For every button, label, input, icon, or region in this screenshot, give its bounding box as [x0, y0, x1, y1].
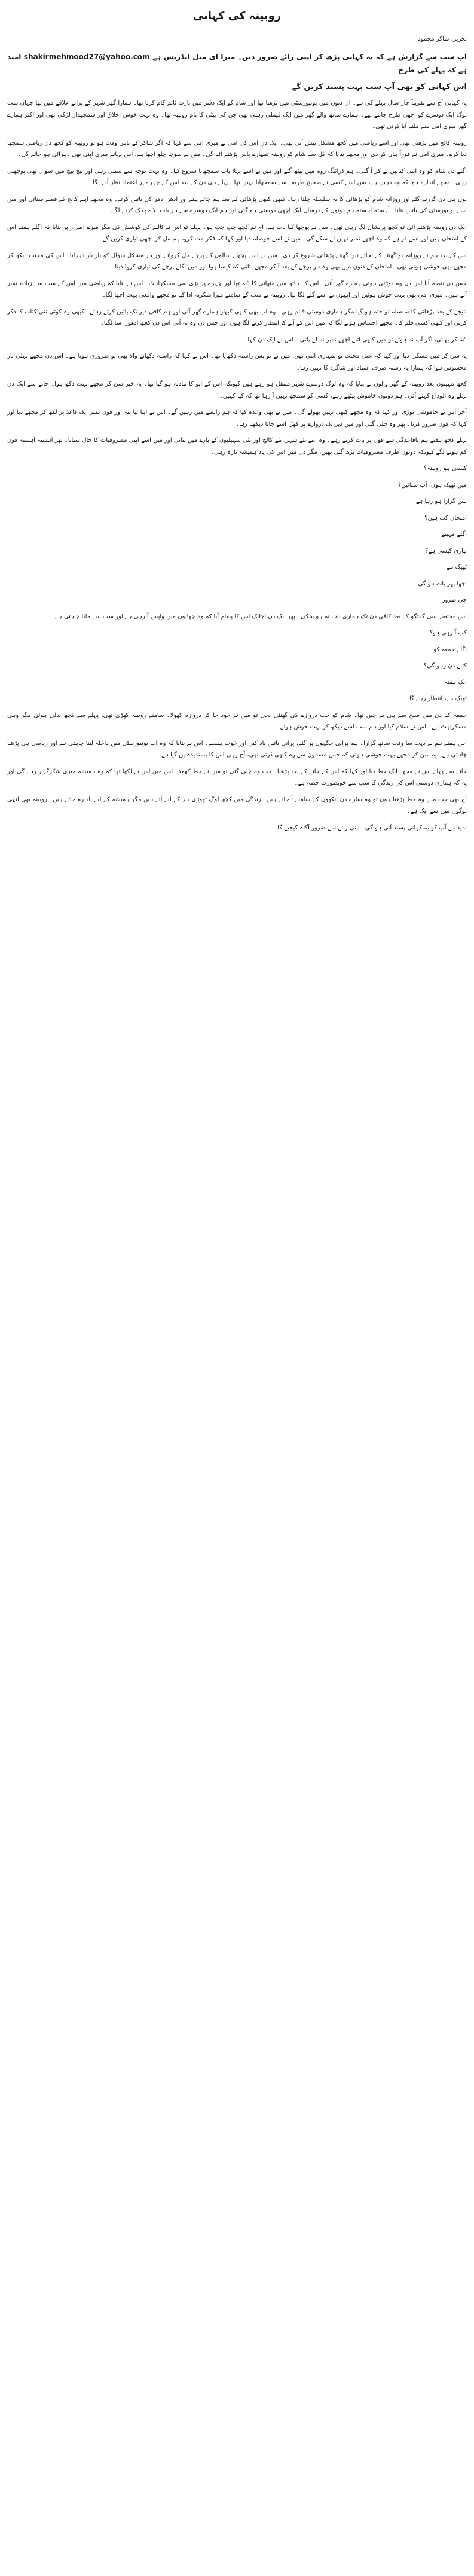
dialog-line: کب آ رہی ہو؟ — [429, 630, 467, 636]
dialog-line: کتنے دن رہو گی؟ — [423, 663, 467, 669]
paragraph: پہلے کچھ ہفتے ہم باقاعدگی سے فون پر بات کرتے رہے۔ وہ اپنے نئے شہر، نئے کالج اور نئی سہیلیوں کے بارے میں بتاتی اور میں اسے اپنی مصروفیات کا حال سناتا۔ پھر آہستہ آہستہ فون کم ہونے لگے کیونکہ دونوں طرف مصروفیات بڑھ گئی تھیں، مگر دل میں اس کی یاد ہمیشہ تازہ رہی۔ — [7, 437, 467, 456]
story-document — [7, 6, 467, 838]
emphasis-line: اس کہانی کو بھی آپ سب بہت پسند کریں گے — [292, 82, 467, 91]
paragraph: یوں ہی دن گزرتے گئے اور روزانہ شام کو پڑھائی کا یہ سلسلہ چلتا رہا۔ کبھی کبھی پڑھائی کے بعد ہم چائے پیتے اور ادھر ادھر کی باتیں کرتے۔ وہ مجھے اپنے کالج کے قصے سناتی اور میں اسے یونیورسٹی کی باتیں بتاتا۔ آہستہ آہستہ ہم دونوں کے درمیان ایک اچھی دوستی ہو گئی اور ہم ایک دوسرے سے ہر بات بلا جھجک کرنے لگے۔ — [7, 196, 467, 214]
intro-line — [7, 50, 467, 77]
paragraph: روبینہ کالج میں پڑھتی تھی اور اسے ریاضی میں کچھ مشکل پیش آتی تھی۔ ایک دن اس کی امی نے میری امی سے کہا کہ اگر شاکر کے پاس وقت ہو تو روبینہ کو کچھ دن ریاضی سمجھا دیا کرے۔ میری امی نے فوراً ہاں کر دی اور مجھے بتایا کہ کل سے شام کو روبینہ تمہارے پاس پڑھنے آئے گی۔ میں نے سوچا چلو اچھا ہے، اس بہانے میری اپنی بھی دہرائی ہو جائے گی۔ — [7, 139, 467, 158]
paragraph: اگلے دن شام کو وہ اپنی کتابیں لے کر آ گئی۔ ہم ڈرائنگ روم میں بیٹھ گئے اور میں نے اسے پہلا باب سمجھانا شروع کیا۔ وہ بہت توجہ سے سنتی رہی اور بیچ بیچ میں سوال بھی پوچھتی رہی۔ مجھے اندازہ ہوا کہ وہ ذہین ہے، بس اسے کسی نے صحیح طریقے سے سمجھایا نہیں تھا۔ پہلے ہی دن کے بعد اس کے چہرے پر اعتماد نظر آنے لگا۔ — [7, 167, 467, 186]
paragraph: جانے سے پہلے اس نے مجھے ایک خط دیا اور کہا کہ اس کے جانے کے بعد پڑھنا۔ جب وہ چلی گئی تو میں نے خط کھولا۔ اس میں اس نے لکھا تھا کہ وہ ہمیشہ میری شکرگزار رہے گی اور یہ کہ ہماری دوستی اس کی زندگی کا سب سے خوبصورت حصہ ہے۔ — [7, 768, 467, 786]
dialog-line: کیسی ہو روبینہ؟ — [423, 465, 467, 472]
dialog-line: بس گزارا ہو رہا ہے — [415, 498, 467, 505]
email-link[interactable]: shakirmehmood27@yahoo.com — [23, 52, 150, 61]
paragraph: ایک دن روبینہ پڑھنے آئی تو کچھ پریشان لگ رہی تھی۔ میں نے پوچھا کیا بات ہے، آج تم کچھ چپ چپ ہو۔ پہلے تو اس نے ٹالنے کی کوشش کی مگر میرے اصرار پر بتایا کہ اگلے ہفتے اس کے امتحان ہیں اور اسے ڈر ہے کہ وہ اچھے نمبر نہیں لے سکے گی۔ میں نے اسے حوصلہ دیا اور کہا کہ فکر مت کرو، ہم مل کر اچھی تیاری کریں گے۔ — [7, 224, 467, 242]
dialog-line: ایک ہفتہ — [444, 679, 467, 686]
intro-lead: آپ سب سے گزارش ہے کہ یہ کہانی پڑھ کر اپنی رائے ضرور دیں۔ میرا ای میل ایڈریس ہے — [152, 52, 467, 61]
paragraph: اس کے بعد ہم نے روزانہ دو گھنٹے کے بجائے تین گھنٹے پڑھائی شروع کر دی۔ میں نے اسے پچھلے سالوں کے پرچے حل کروائے اور ہر مشکل سوال کو بار بار دہرایا۔ اس کی محنت دیکھ کر مجھے بھی خوشی ہوتی تھی۔ امتحان کے دنوں میں بھی وہ ہر پرچے کے بعد آ کر مجھے بتاتی کہ کیسا ہوا اور میں اگلے پرچے کی تیاری کروا دیتا۔ — [7, 252, 467, 270]
paragraph: یہ سن کر میں مسکرا دیا اور کہا کہ اصل محنت تو تمہاری اپنی تھی، میں نے تو بس راستہ دکھایا تھا۔ اس نے کہا کہ راستہ دکھانے والا بھی تو ضروری ہوتا ہے۔ اس دن مجھے پہلی بار محسوس ہوا کہ ہمارا یہ رشتہ صرف استاد اور شاگرد کا نہیں رہا۔ — [7, 353, 467, 371]
dialog-line: ٹھیک ہے، انتظار رہے گا — [409, 695, 467, 702]
dialog-note: اس مختصر سی گفتگو کے بعد کافی دن تک ہماری بات نہ ہو سکی۔ پھر ایک دن اچانک اس کا پیغام آیا کہ وہ چھٹیوں میں واپس آ رہی ہے اور سب سے ملنا چاہتی ہے۔ — [51, 613, 467, 620]
dialog-block-1 — [7, 463, 467, 606]
dialog-line: اگلے مہینے — [441, 531, 467, 538]
body-section-3 — [7, 710, 467, 834]
dialog-line: اچھا پھر بات ہو گی — [418, 580, 467, 587]
dialog-line: ٹھیک ہے — [446, 564, 467, 570]
dialog-line: تیاری کیسی ہے؟ — [425, 547, 467, 554]
body-section-1 — [7, 97, 467, 329]
paragraph: جس دن نتیجہ آیا اس دن وہ دوڑتی ہوئی ہمارے گھر آئی۔ اس کے ہاتھ میں مٹھائی کا ڈبہ تھا اور چہرے پر بڑی سی مسکراہٹ۔ اس نے بتایا کہ ریاضی میں اس کے سب سے زیادہ نمبر آئے ہیں۔ میری امی بھی بہت خوش ہوئیں اور انہوں نے اسے گلے لگا لیا۔ روبینہ نے سب کے سامنے میرا شکریہ ادا کیا تو مجھے واقعی بہت اچھا لگا۔ — [7, 280, 467, 298]
paragraph: کچھ مہینوں بعد روبینہ کے گھر والوں نے بتایا کہ وہ لوگ دوسرے شہر منتقل ہو رہے ہیں کیونکہ اس کے ابو کا تبادلہ ہو گیا تھا۔ یہ خبر سن کر مجھے بہت دکھ ہوا۔ جانے سے ایک دن پہلے وہ الوداع کہنے آئی۔ ہم دونوں خاموش بیٹھے رہے، کسی کو سمجھ نہیں آ رہا تھا کہ کیا کہیں۔ — [7, 381, 467, 399]
paragraph: آج بھی جب میں وہ خط پڑھتا ہوں تو وہ سارے دن آنکھوں کے سامنے آ جاتے ہیں۔ زندگی میں کچھ لوگ تھوڑی دیر کے لیے آتے ہیں مگر ہمیشہ کے لیے یاد رہ جاتے ہیں۔ روبینہ بھی انہی لوگوں میں سے ایک ہے۔ — [7, 796, 467, 814]
dialog-line: میں ٹھیک ہوں، آپ سنائیں؟ — [397, 481, 467, 489]
story-title: روبینہ کی کہانی — [192, 10, 282, 22]
dialog-line: امتحان کب ہیں؟ — [424, 514, 467, 521]
dialog-block-2 — [7, 627, 467, 705]
paragraph: اس ہفتے ہم نے بہت سا وقت ساتھ گزارا۔ ہم پرانی جگہوں پر گئے، پرانی باتیں یاد کیں اور خوب ہنسے۔ اس نے بتایا کہ وہ اب یونیورسٹی میں داخلہ لینا چاہتی ہے اور ریاضی ہی پڑھنا چاہتی ہے۔ یہ سن کر مجھے بہت خوشی ہوئی کہ جس مضمون سے وہ کبھی ڈرتی تھی، آج وہی اس کا پسندیدہ بن گیا ہے۔ — [7, 740, 467, 758]
byline: تحریر: شاکر محمود — [418, 36, 467, 42]
paragraph: آخر اس نے خاموشی توڑی اور کہا کہ وہ مجھے کبھی نہیں بھولے گی۔ میں نے بھی وعدہ کیا کہ ہم رابطے میں رہیں گے۔ اس نے اپنا نیا پتہ اور فون نمبر ایک کاغذ پر لکھ کر مجھے دیا اور کہا کہ فون ضرور کرنا۔ پھر وہ چلی گئی اور میں دیر تک دروازے پر کھڑا اسے جاتا دیکھتا رہا۔ — [7, 409, 467, 428]
paragraph: نتیجے کے بعد پڑھائی کا سلسلہ تو ختم ہو گیا مگر ہماری دوستی قائم رہی۔ وہ اب بھی کبھی کبھار ہمارے گھر آتی اور ہم کافی دیر تک باتیں کرتے رہتے۔ کبھی وہ کوئی نئی کتاب کا ذکر کرتی اور کبھی کسی فلم کا۔ مجھے احساس ہونے لگا کہ میں اس کے آنے کا انتظار کرنے لگا ہوں اور جس دن وہ نہ آتی اس دن کچھ ادھورا سا لگتا۔ — [7, 308, 467, 326]
paragraph: امید ہے آپ کو یہ کہانی پسند آئی ہو گی۔ اپنی رائے سے ضرور آگاہ کیجیے گا۔ — [274, 824, 467, 831]
intro-tail: امید ہے کہ پہلے کی طرح — [7, 52, 467, 74]
paragraph: یہ کہانی آج سے تقریباً چار سال پہلے کی ہے۔ ان دنوں میں یونیورسٹی میں پڑھتا تھا اور شام کو ایک دفتر میں پارٹ ٹائم کام کرتا تھا۔ ہمارا گھر شہر کے پرانے علاقے میں تھا جہاں سب لوگ ایک دوسرے کو اچھی طرح جانتے تھے۔ ہمارے ساتھ والے گھر میں ایک فیملی رہتی تھی جن کی بیٹی کا نام روبینہ تھا۔ وہ بہت خوش اخلاق اور سمجھدار لڑکی تھی اور اکثر ہمارے گھر میری امی سے ملنے آیا کرتی تھی۔ — [7, 100, 467, 130]
body-section-2 — [7, 350, 467, 458]
dialog-line: اگلے جمعہ کو — [433, 646, 467, 653]
quote-line: "شاکر بھائی، اگر آپ نہ ہوتے تو میں کبھی اتنے اچھے نمبر نہ لے پاتی"، اس نے ایک دن کہا۔ — [244, 336, 467, 343]
dialog-line: جی ضرور — [442, 597, 467, 603]
paragraph: جمعہ کے دن میں صبح سے ہی بے چین تھا۔ شام کو جب دروازے کی گھنٹی بجی تو میں نے خود جا کر دروازہ کھولا۔ سامنے روبینہ کھڑی تھی، پہلے سے کچھ بدلی ہوئی مگر وہی مسکراہٹ لیے۔ اس نے سلام کیا اور ہم سب اسے دیکھ کر بہت خوش ہوئے۔ — [7, 712, 467, 730]
